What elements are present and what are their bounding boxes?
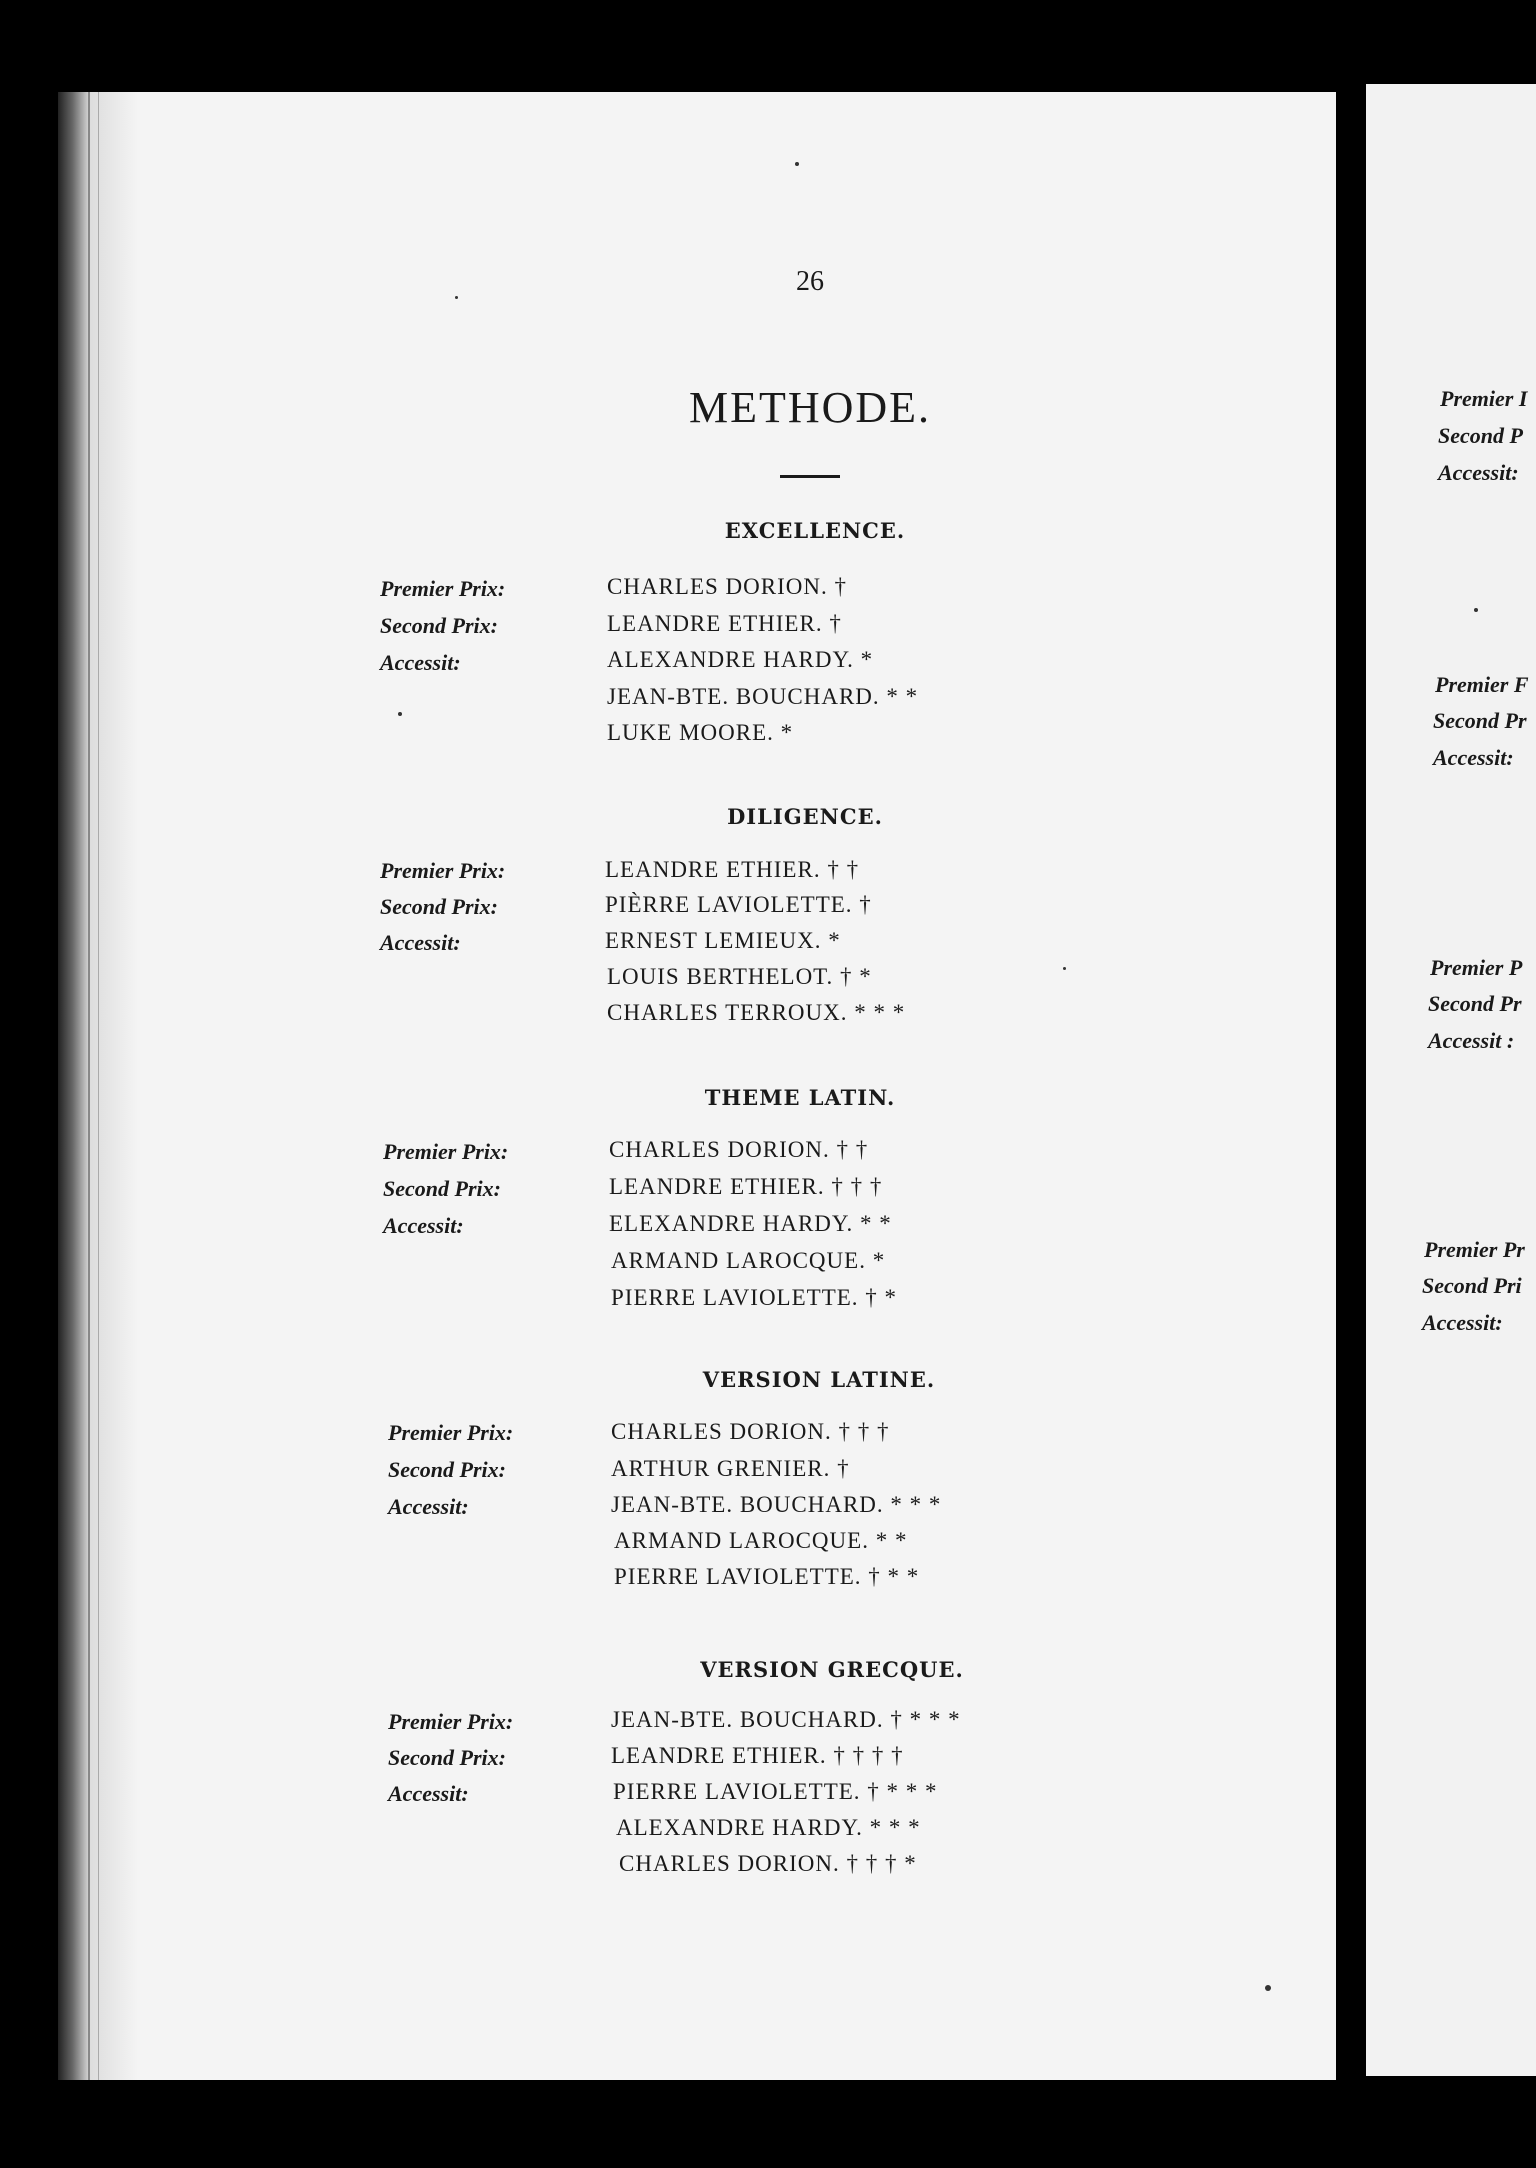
section-heading-version-grecque: VERSION GRECQUE. [700, 1657, 964, 1682]
winner-name: LEANDRE ETHIER. † † † [609, 1174, 883, 1199]
next-page-label: Second Pri [1422, 1273, 1522, 1298]
next-page-label: Premier I [1440, 386, 1528, 411]
next-page-label: Accessit: [1433, 745, 1514, 770]
second-prix-label: Second Prix: [388, 1457, 506, 1482]
winner-name: JEAN-BTE. BOUCHARD. * * [607, 684, 919, 709]
premier-prix-label: Premier Prix: [380, 858, 506, 883]
winner-name: LOUIS BERTHELOT. † * [607, 964, 872, 989]
accessit-label: Accessit: [388, 1494, 469, 1519]
winner-name: ERNEST LEMIEUX. * [605, 928, 841, 953]
winner-name: PIERRE LAVIOLETTE. † * [611, 1285, 898, 1310]
accessit-label: Accessit: [383, 1213, 464, 1238]
next-page-label: Second P [1438, 423, 1523, 448]
accessit-label: Accessit: [388, 1781, 469, 1806]
next-page-label: Premier F [1435, 672, 1529, 697]
next-page-label: Accessit: [1438, 460, 1519, 485]
page-title: METHODE. [688, 383, 932, 432]
winner-name: LEANDRE ETHIER. † † [605, 857, 860, 882]
winner-name: ELEXANDRE HARDY. * * [609, 1211, 892, 1236]
premier-prix-label: Premier Prix: [388, 1420, 514, 1445]
winner-name: LUKE MOORE. * [607, 720, 794, 745]
winner-name: ALEXANDRE HARDY. * [607, 647, 874, 672]
paper-speck [1474, 608, 1478, 612]
paper-speck [455, 296, 458, 299]
paper-speck [1265, 1985, 1271, 1991]
winner-name: ARMAND LAROCQUE. * [611, 1248, 886, 1273]
winner-name: CHARLES TERROUX. * * * [607, 1000, 906, 1025]
page-number: 26 [796, 266, 824, 297]
next-page-label: Second Pr [1428, 991, 1522, 1016]
section-heading-excellence: EXCELLENCE. [724, 518, 906, 543]
section-heading-version-latine: VERSION LATINE. [702, 1367, 936, 1392]
winner-name: CHARLES DORION. † [607, 574, 847, 599]
winner-name: JEAN-BTE. BOUCHARD. † * * * [611, 1707, 961, 1732]
page-binding [58, 92, 138, 2080]
next-page-label: Accessit : [1428, 1028, 1515, 1053]
winner-name: LEANDRE ETHIER. † [607, 611, 842, 636]
winner-name: CHARLES DORION. † † [609, 1137, 869, 1162]
section-heading-theme-latin: THEME LATIN. [704, 1085, 896, 1110]
winner-name: ARMAND LAROCQUE. * * [614, 1528, 908, 1553]
winner-name: CHARLES DORION. † † † * [619, 1851, 917, 1876]
next-page-label: Accessit: [1422, 1310, 1503, 1335]
next-page-label: Premier P [1430, 955, 1523, 980]
paper-speck [398, 712, 402, 716]
winner-name: ARTHUR GRENIER. † [611, 1456, 850, 1481]
winner-name: CHARLES DORION. † † † [611, 1419, 890, 1444]
right-page-edge [1366, 84, 1536, 2076]
paper-speck [1063, 967, 1066, 970]
next-page-label: Premier Pr [1424, 1237, 1525, 1262]
second-prix-label: Second Prix: [380, 894, 498, 919]
winner-name: JEAN-BTE. BOUCHARD. * * * [611, 1492, 942, 1517]
accessit-label: Accessit: [380, 650, 461, 675]
second-prix-label: Second Prix: [380, 613, 498, 638]
premier-prix-label: Premier Prix: [380, 576, 506, 601]
winner-name: PIERRE LAVIOLETTE. † * * * [613, 1779, 938, 1804]
premier-prix-label: Premier Prix: [388, 1709, 514, 1734]
premier-prix-label: Premier Prix: [383, 1139, 509, 1164]
second-prix-label: Second Prix: [383, 1176, 501, 1201]
accessit-label: Accessit: [380, 930, 461, 955]
winner-name: PIÈRRE LAVIOLETTE. † [605, 892, 872, 917]
second-prix-label: Second Prix: [388, 1745, 506, 1770]
page-gutter [1336, 84, 1366, 2084]
next-page-label: Second Pr [1433, 708, 1527, 733]
section-heading-diligence: DILIGENCE. [727, 804, 883, 829]
winner-name: LEANDRE ETHIER. † † † † [611, 1743, 904, 1768]
paper-speck [795, 162, 799, 166]
title-rule [780, 475, 840, 478]
winner-name: ALEXANDRE HARDY. * * * [616, 1815, 921, 1840]
winner-name: PIERRE LAVIOLETTE. † * * [614, 1564, 920, 1589]
